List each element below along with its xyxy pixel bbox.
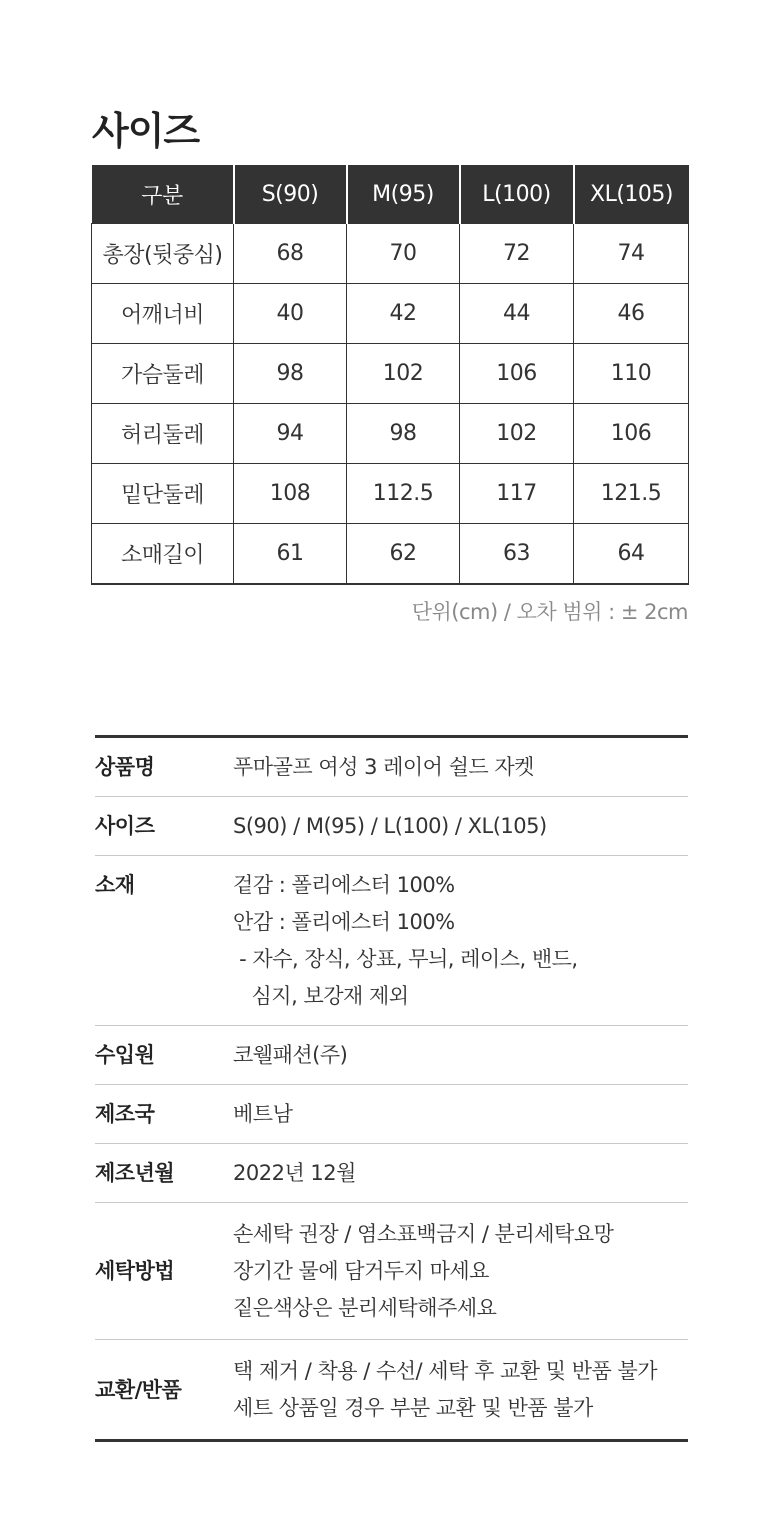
info-line: 짙은색상은 분리세탁해주세요	[233, 1296, 497, 1320]
table-cell: 121.5	[574, 464, 689, 524]
info-line: 세트 상품일 경우 부분 교환 및 반품 불가	[233, 1396, 593, 1420]
table-cell: 62	[347, 524, 460, 585]
table-cell: 72	[460, 224, 574, 284]
table-cell: 98	[347, 404, 460, 464]
size-chart-table	[91, 165, 689, 585]
table-cell: 102	[460, 404, 574, 464]
table-cell: 117	[460, 464, 574, 524]
size-measurement-note: 단위(cm) / 오차 범위 : ± 2cm	[411, 600, 688, 624]
info-value	[233, 808, 688, 845]
info-row-manufacture-date	[95, 1143, 688, 1202]
info-label: 제조년월	[95, 1161, 175, 1185]
info-row-exchange-return	[95, 1339, 688, 1439]
info-label: 사이즈	[95, 814, 155, 838]
table-cell: 108	[234, 464, 347, 524]
table-row	[92, 404, 689, 464]
table-cell: 110	[574, 344, 689, 404]
row-label: 소매길이	[92, 524, 234, 585]
size-table-header: L(100)	[460, 165, 574, 224]
info-line: 택 제거 / 착용 / 수선/ 세탁 후 교환 및 반품 불가	[233, 1359, 658, 1383]
table-cell: 68	[234, 224, 347, 284]
info-value	[233, 1155, 688, 1192]
table-cell: 64	[574, 524, 689, 585]
size-table-header-row	[92, 165, 689, 224]
info-row-product-name	[95, 738, 688, 796]
size-table-header: M(95)	[347, 165, 460, 224]
info-row-country	[95, 1084, 688, 1143]
row-label: 어깨너비	[92, 284, 234, 344]
table-cell: 61	[234, 524, 347, 585]
info-value	[233, 867, 688, 1015]
table-cell: 70	[347, 224, 460, 284]
info-label: 세탁방법	[95, 1259, 175, 1283]
info-row-material	[95, 855, 688, 1025]
table-cell: 42	[347, 284, 460, 344]
table-cell: 112.5	[347, 464, 460, 524]
table-row	[92, 524, 689, 585]
info-line: 장기간 물에 담거두지 마세요	[233, 1259, 489, 1283]
info-line: 베트남	[233, 1102, 293, 1126]
table-row	[92, 464, 689, 524]
row-label: 밑단둘레	[92, 464, 234, 524]
info-label: 소재	[95, 873, 135, 897]
info-value	[233, 1353, 688, 1427]
product-info-table	[95, 735, 688, 1442]
info-label: 수입원	[95, 1043, 155, 1067]
table-cell: 40	[234, 284, 347, 344]
table-row	[92, 284, 689, 344]
row-label: 총장(뒷중심)	[92, 224, 234, 284]
table-cell: 44	[460, 284, 574, 344]
table-cell: 74	[574, 224, 689, 284]
info-row-size	[95, 796, 688, 855]
info-label: 제조국	[95, 1102, 155, 1126]
table-cell: 63	[460, 524, 574, 585]
size-section-title: 사이즈	[92, 109, 200, 153]
table-cell: 106	[460, 344, 574, 404]
row-label: 가슴둘레	[92, 344, 234, 404]
info-line: 겉감 : 폴리에스터 100%	[233, 873, 455, 897]
info-line: 코웰패션(주)	[233, 1043, 348, 1067]
info-value	[233, 1037, 688, 1074]
info-value	[233, 1216, 688, 1327]
row-label: 허리둘레	[92, 404, 234, 464]
info-line: 2022년 12월	[233, 1161, 356, 1185]
info-label: 교환/반품	[95, 1377, 182, 1402]
info-line: 손세탁 권장 / 염소표백금지 / 분리세탁요망	[233, 1222, 614, 1246]
info-line: 안감 : 폴리에스터 100%	[233, 910, 455, 934]
table-cell: 102	[347, 344, 460, 404]
info-line: - 자수, 장식, 상표, 무늬, 레이스, 밴드,	[233, 947, 578, 971]
info-line: 푸마골프 여성 3 레이어 쉴드 자켓	[233, 755, 534, 779]
info-label: 상품명	[95, 755, 155, 779]
size-table-header: 구분	[92, 165, 234, 224]
info-value	[233, 749, 688, 786]
info-line: 심지, 보강재 제외	[233, 984, 409, 1008]
size-table-header: S(90)	[234, 165, 347, 224]
table-cell: 94	[234, 404, 347, 464]
info-row-importer	[95, 1025, 688, 1084]
table-cell: 46	[574, 284, 689, 344]
size-table-header: XL(105)	[574, 165, 689, 224]
table-row	[92, 344, 689, 404]
table-cell: 106	[574, 404, 689, 464]
table-row	[92, 224, 689, 284]
info-row-washing	[95, 1202, 688, 1339]
info-line: S(90) / M(95) / L(100) / XL(105)	[233, 814, 547, 838]
info-value	[233, 1096, 688, 1133]
table-cell: 98	[234, 344, 347, 404]
